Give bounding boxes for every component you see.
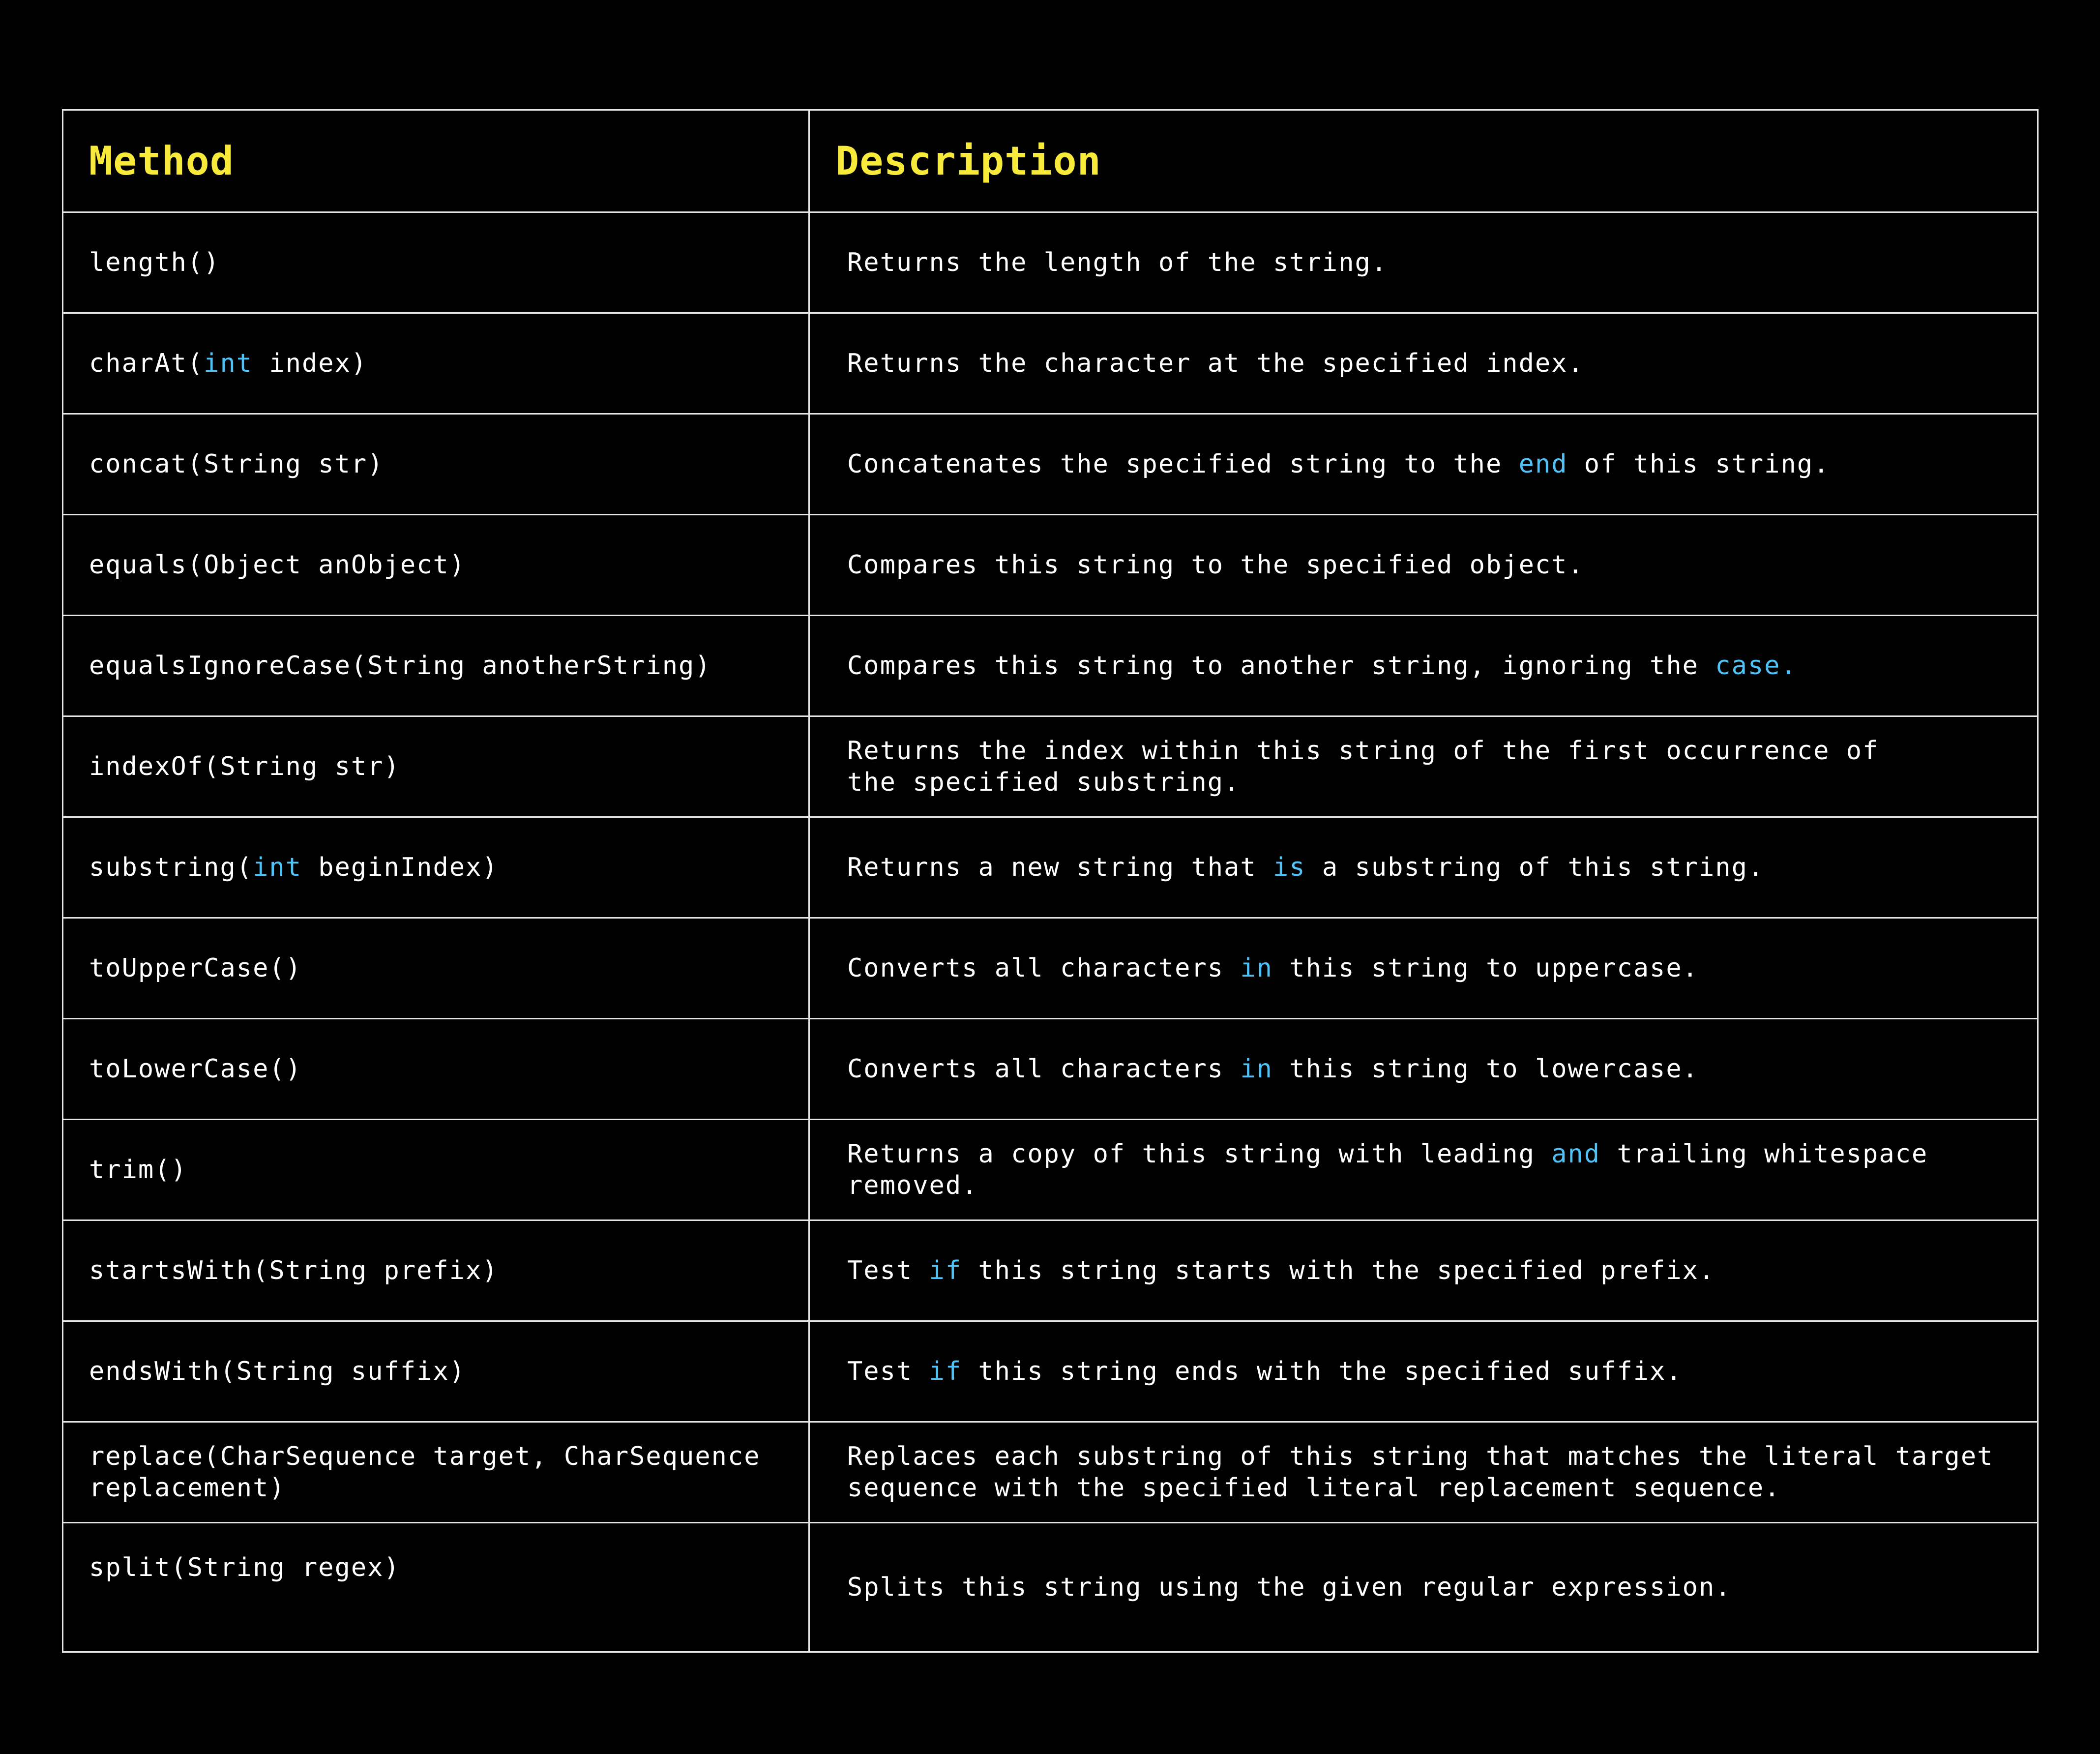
description-cell: [809, 414, 2038, 515]
table-row: [63, 1523, 2038, 1652]
description-cell: [809, 212, 2038, 313]
method-cell: [63, 1120, 809, 1220]
description-cell: [809, 515, 2038, 616]
text-token: Returns a copy of this string with leading: [847, 1139, 1552, 1169]
text-token: Splits this string using the given regular expression.: [847, 1573, 1732, 1602]
text-token: a substring of this string.: [1305, 853, 1765, 882]
table-row: [63, 1220, 2038, 1321]
description-cell: [809, 817, 2038, 918]
table-row: [63, 212, 2038, 313]
text-token: this string starts with the specified prefix.: [962, 1256, 1715, 1285]
method-cell: [63, 616, 809, 716]
description-column-header: Description: [809, 110, 2038, 212]
table-row: [63, 918, 2038, 1019]
method-cell: [63, 1523, 809, 1652]
method-cell: [63, 918, 809, 1019]
description-cell: [809, 1422, 2038, 1523]
table-body: [63, 212, 2038, 1652]
text-token: of this string.: [1568, 449, 1830, 479]
text-token: split(String regex): [89, 1553, 400, 1582]
keyword-token: in: [1240, 1054, 1273, 1084]
description-cell: [809, 1019, 2038, 1120]
text-token: charAt(: [89, 349, 204, 378]
keyword-token: case.: [1715, 651, 1797, 681]
text-token: length(): [89, 248, 220, 277]
table-row: [63, 313, 2038, 414]
text-token: beginIndex): [302, 853, 499, 882]
table-row: [63, 1120, 2038, 1220]
text-token: Test: [847, 1357, 929, 1386]
description-cell: [809, 918, 2038, 1019]
header-row: [63, 110, 2038, 212]
table-row: [63, 1321, 2038, 1422]
string-methods-table: [62, 109, 2039, 1653]
method-cell: [63, 1019, 809, 1120]
text-token: trailing whitespace removed.: [847, 1139, 1945, 1200]
keyword-token: int: [253, 853, 302, 882]
table-row: [63, 414, 2038, 515]
text-token: Returns a new string that: [847, 853, 1273, 882]
keyword-token: and: [1551, 1139, 1601, 1169]
keyword-token: int: [204, 349, 253, 378]
text-token: Compares this string to the specified object.: [847, 550, 1584, 580]
text-token: equals(Object anObject): [89, 550, 466, 580]
text-token: index): [253, 349, 368, 378]
description-cell: [809, 716, 2038, 817]
table-row: [63, 716, 2038, 817]
text-token: toLowerCase(): [89, 1054, 302, 1084]
table-row: [63, 1422, 2038, 1523]
method-cell: [63, 313, 809, 414]
description-cell: [809, 1120, 2038, 1220]
text-token: Returns the index within this string of the first occurrence of the specified substring.: [847, 736, 1879, 797]
keyword-token: if: [929, 1357, 962, 1386]
text-token: Converts all characters: [847, 1054, 1241, 1084]
text-token: Replaces each substring of this string that matches the literal target sequence with the specified literal replacement sequence.: [847, 1442, 1994, 1503]
method-cell: [63, 817, 809, 918]
text-token: this string to lowercase.: [1272, 1054, 1699, 1084]
text-token: startsWith(String prefix): [89, 1256, 499, 1285]
method-cell: [63, 716, 809, 817]
method-cell: [63, 515, 809, 616]
description-cell: [809, 1523, 2038, 1652]
table-row: [63, 616, 2038, 716]
description-cell: [809, 616, 2038, 716]
table-row: [63, 817, 2038, 918]
description-cell: [809, 313, 2038, 414]
method-cell: [63, 212, 809, 313]
method-column-header: Method: [63, 110, 809, 212]
text-token: substring(: [89, 853, 253, 882]
text-token: trim(): [89, 1155, 187, 1185]
text-token: this string to uppercase.: [1272, 953, 1699, 983]
keyword-token: in: [1240, 953, 1273, 983]
text-token: Converts all characters: [847, 953, 1241, 983]
table-row: [63, 515, 2038, 616]
method-cell: [63, 1422, 809, 1523]
text-token: concat(String str): [89, 449, 384, 479]
method-cell: [63, 1321, 809, 1422]
text-token: Concatenates the specified string to the: [847, 449, 1519, 479]
text-token: toUpperCase(): [89, 953, 302, 983]
keyword-token: if: [929, 1256, 962, 1285]
description-cell: [809, 1321, 2038, 1422]
description-cell: [809, 1220, 2038, 1321]
method-cell: [63, 414, 809, 515]
text-token: Compares this string to another string, ignoring the: [847, 651, 1715, 681]
text-token: this string ends with the specified suffix.: [962, 1357, 1683, 1386]
text-token: Returns the character at the specified index.: [847, 349, 1584, 378]
keyword-token: is: [1272, 853, 1306, 882]
method-cell: [63, 1220, 809, 1321]
text-token: Test: [847, 1256, 929, 1285]
table-row: [63, 1019, 2038, 1120]
text-token: indexOf(String str): [89, 752, 400, 781]
text-token: Returns the length of the string.: [847, 248, 1388, 277]
text-token: equalsIgnoreCase(String anotherString): [89, 651, 711, 681]
text-token: replace(CharSequence target, CharSequence replacement): [89, 1442, 761, 1503]
keyword-token: end: [1518, 449, 1568, 479]
text-token: endsWith(String suffix): [89, 1357, 466, 1386]
